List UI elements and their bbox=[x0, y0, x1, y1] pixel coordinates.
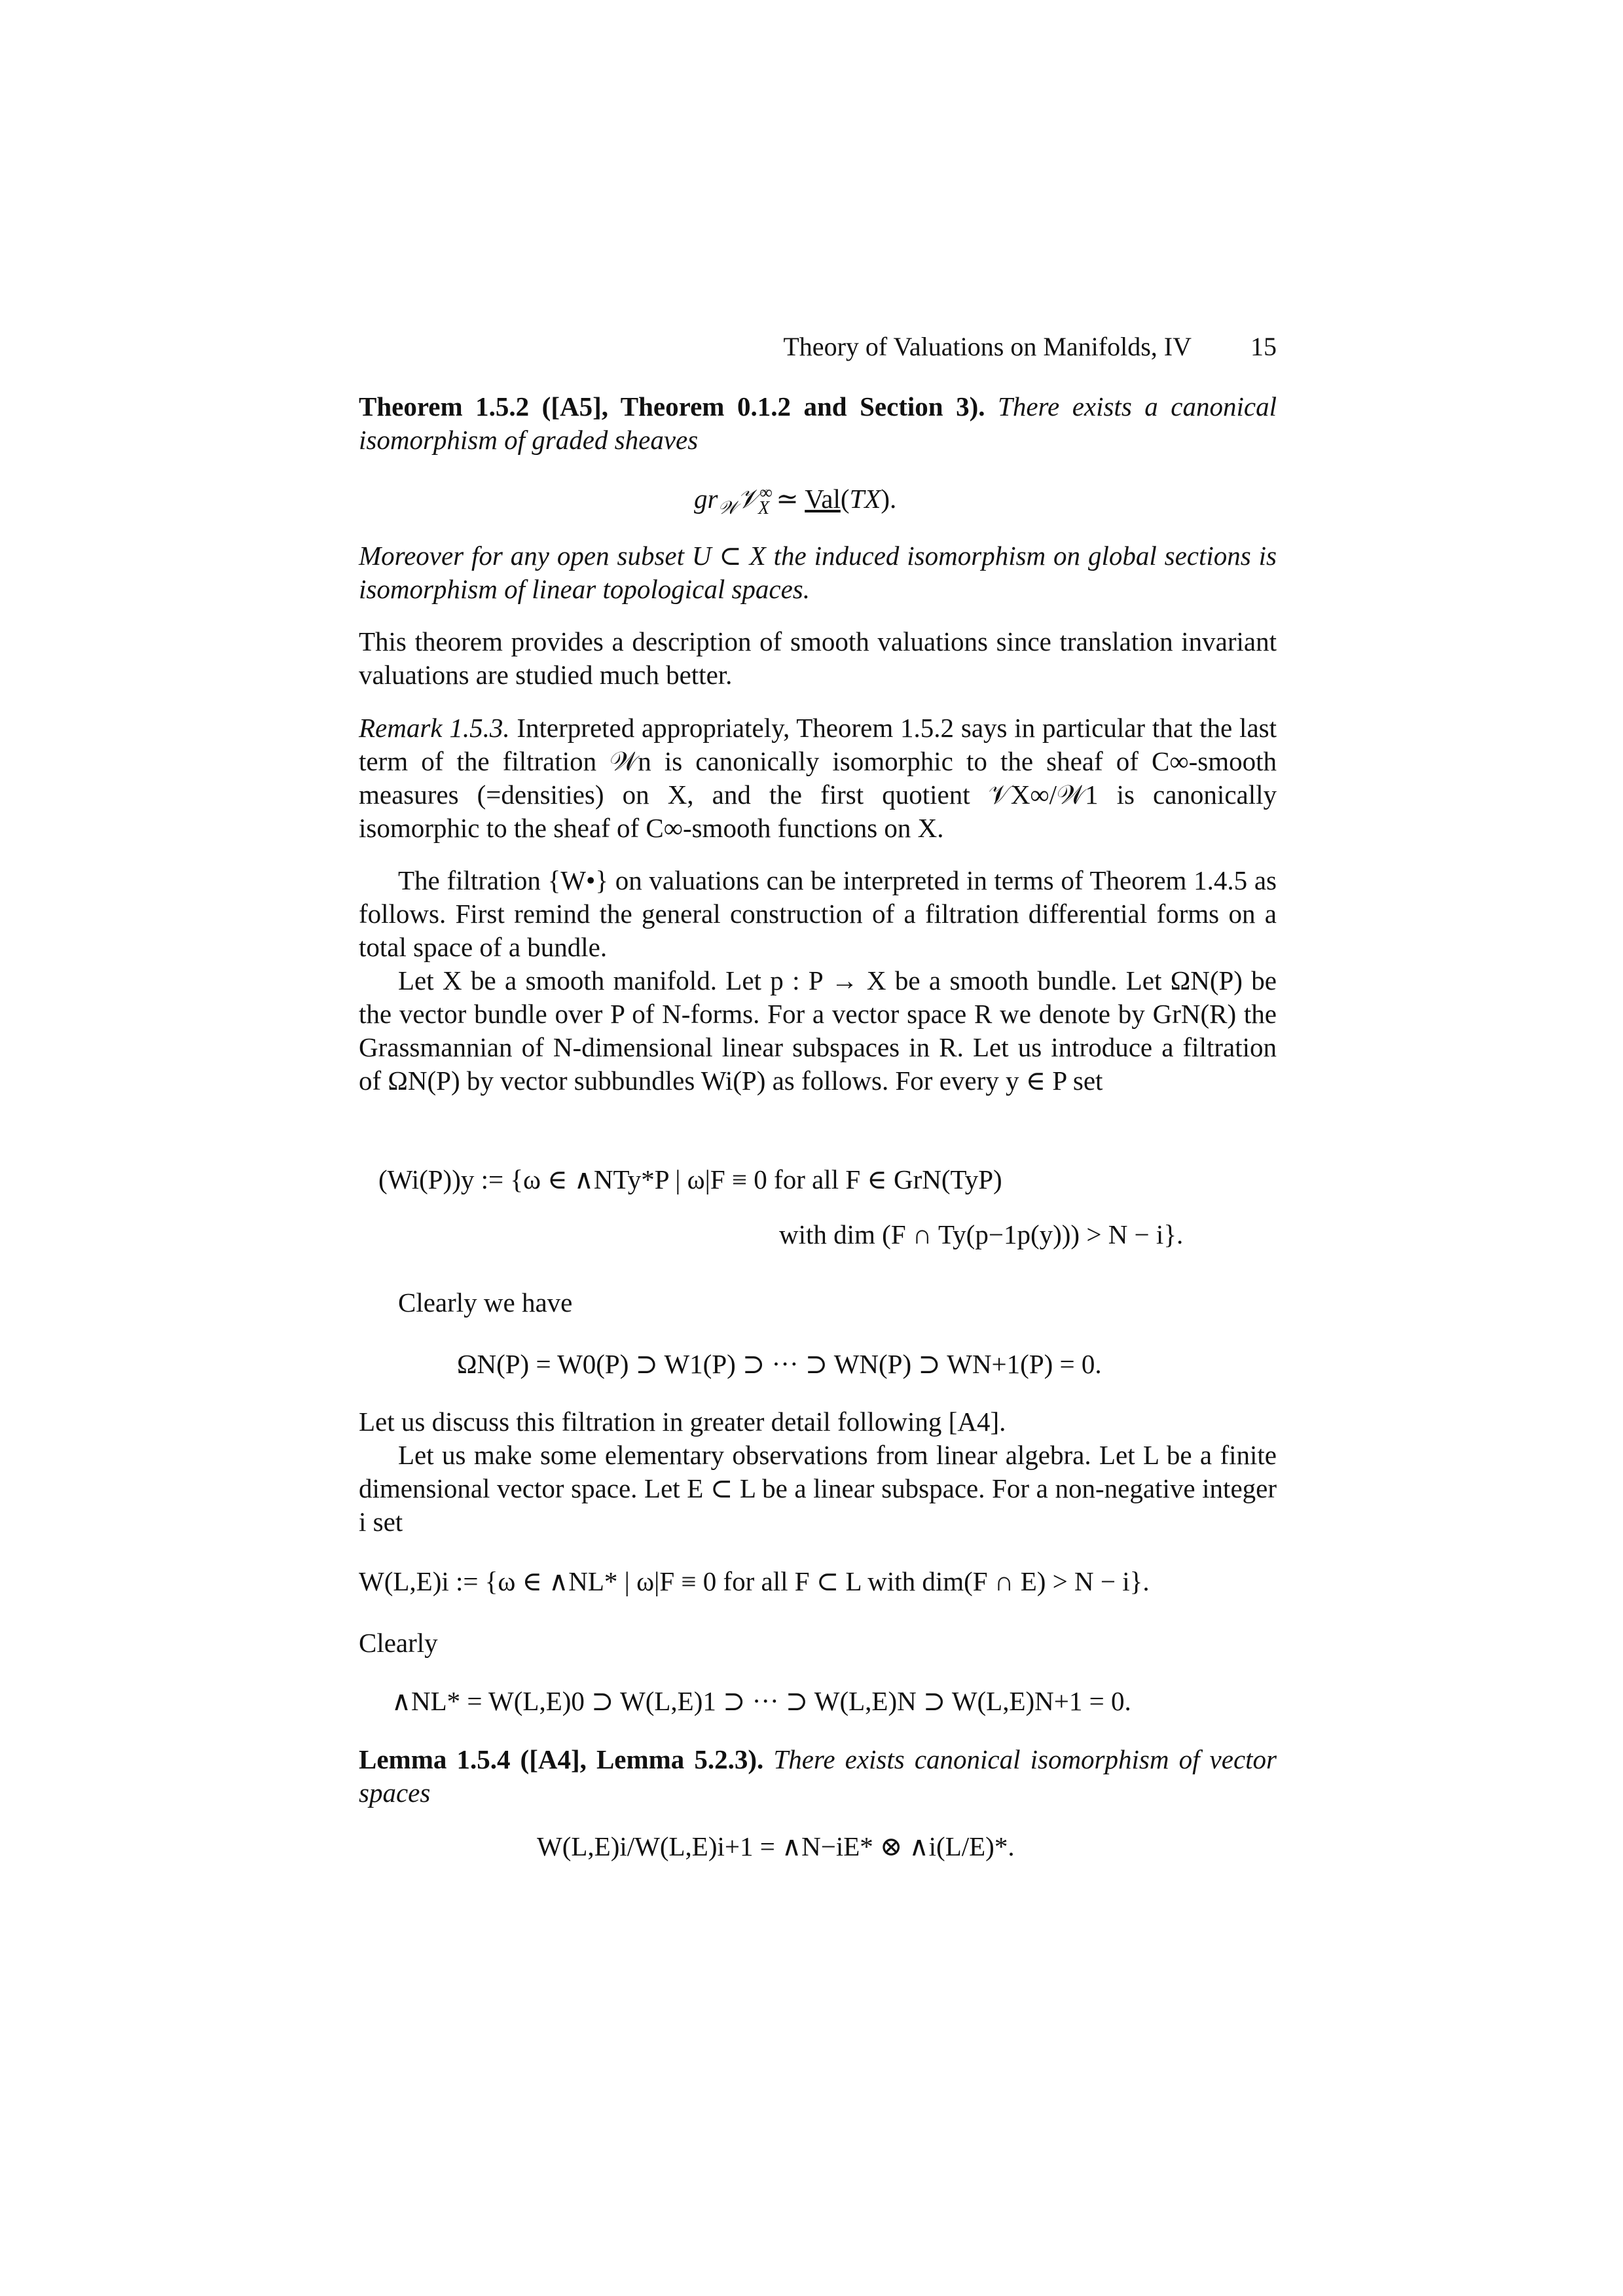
theorem-label: Theorem 1.5.2 ([A5], Theorem 0.1.2 and Section 3). bbox=[359, 391, 985, 422]
paragraph-description bbox=[359, 625, 1277, 692]
paragraph-linear-text: Let us make some elementary observations from linear algebra. Let L be a finite dimensional vector space. Let E ⊂ L be a linear subspace. For a non-negative integer i set bbox=[359, 1440, 1277, 1537]
paragraph-discuss bbox=[359, 1405, 1277, 1539]
paragraph-manifold-text: Let X be a smooth manifold. Let p : P → X be a smooth bundle. Let ΩN(P) be the vector bundle over P of N-forms. For a vector space R we denote by GrN(R) the Grassmannian of N-dimensional linear subspaces in R. Let us introduce a filtration of ΩN(P) by vector subbundles Wi(P) as follows. For every y ∈ P set bbox=[359, 965, 1277, 1096]
remark-text: Interpreted appropriately, Theorem 1.5.2 says in particular that the last term of the filtration 𝒲n is canonically isomorphic to the sheaf of C∞-smooth measures (=densities) on X, and the first quotient 𝒱X∞/𝒲1 is canonically isomorphic to the sheaf of C∞-smooth functions on X. bbox=[359, 713, 1277, 843]
equation-omega-chain: ΩN(P) = W0(P) ⊃ W1(P) ⊃ ··· ⊃ WN(P) ⊃ WN+1(P) = 0. bbox=[457, 1349, 1102, 1379]
theorem-statement-1: There exists a canonical isomorphism of graded sheaves bbox=[359, 391, 1277, 455]
remark-label: Remark 1.5.3. bbox=[359, 713, 510, 743]
paragraph-filtration bbox=[359, 864, 1277, 1098]
theorem-equation: $gr_𝒲𝒱^\infty_X$ ≃ Val(TX). bbox=[694, 482, 897, 519]
equation-l-chain: ∧NL* = W(L,E)0 ⊃ W(L,E)1 ⊃ ··· ⊃ W(L,E)N ⊃ W(L,E)N+1 = 0. bbox=[392, 1686, 1131, 1716]
page-number: 15 bbox=[1250, 332, 1277, 361]
paragraph-discuss-text: Let us discuss this filtration in greater detail following [A4]. bbox=[359, 1407, 1006, 1437]
clearly-we-have-block bbox=[359, 1286, 1277, 1319]
clearly-we-have: Clearly we have bbox=[398, 1287, 573, 1318]
lemma-statement: There exists canonical isomorphism of vector spaces bbox=[359, 1744, 1277, 1808]
lemma-1-5-4 bbox=[359, 1743, 1277, 1810]
equation-wle: W(L,E)i := {ω ∈ ∧NL* | ω|F ≡ 0 for all F ⊂ L with dim(F ∩ E) > N − i}. bbox=[359, 1566, 1150, 1596]
paragraph-description-text: This theorem provides a description of smooth valuations since translation invariant valuations are studied much better. bbox=[359, 626, 1277, 690]
equation-wi-line-2: with dim (F ∩ Ty(p−1p(y))) > N − i}. bbox=[779, 1219, 1184, 1249]
paragraph-filtration-text: The filtration {W•} on valuations can be interpreted in terms of Theorem 1.4.5 as follows. First remind the general construction of a filtration differential forms on a total space of a bundle. bbox=[359, 865, 1277, 962]
clearly-block bbox=[359, 1626, 1277, 1660]
lemma-equation: W(L,E)i/W(L,E)i+1 = ∧N−iE* ⊗ ∧i(L/E)*. bbox=[537, 1831, 1015, 1861]
equation-wi-line-1: (Wi(P))y := {ω ∈ ∧NTy*P | ω|F ≡ 0 for all F ∈ GrN(TyP) bbox=[378, 1164, 1002, 1194]
theorem-1-5-2 bbox=[359, 390, 1277, 457]
running-header bbox=[359, 331, 1277, 365]
remark-1-5-3 bbox=[359, 711, 1277, 845]
theorem-statement-2-block bbox=[359, 539, 1277, 606]
lemma-label: Lemma 1.5.4 ([A4], Lemma 5.2.3). bbox=[359, 1744, 764, 1774]
theorem-statement-2: Moreover for any open subset U ⊂ X the induced isomorphism on global sections is isomorphism of linear topological spaces. bbox=[359, 541, 1277, 604]
clearly-text: Clearly bbox=[359, 1628, 438, 1658]
running-title: Theory of Valuations on Manifolds, IV bbox=[783, 332, 1192, 361]
